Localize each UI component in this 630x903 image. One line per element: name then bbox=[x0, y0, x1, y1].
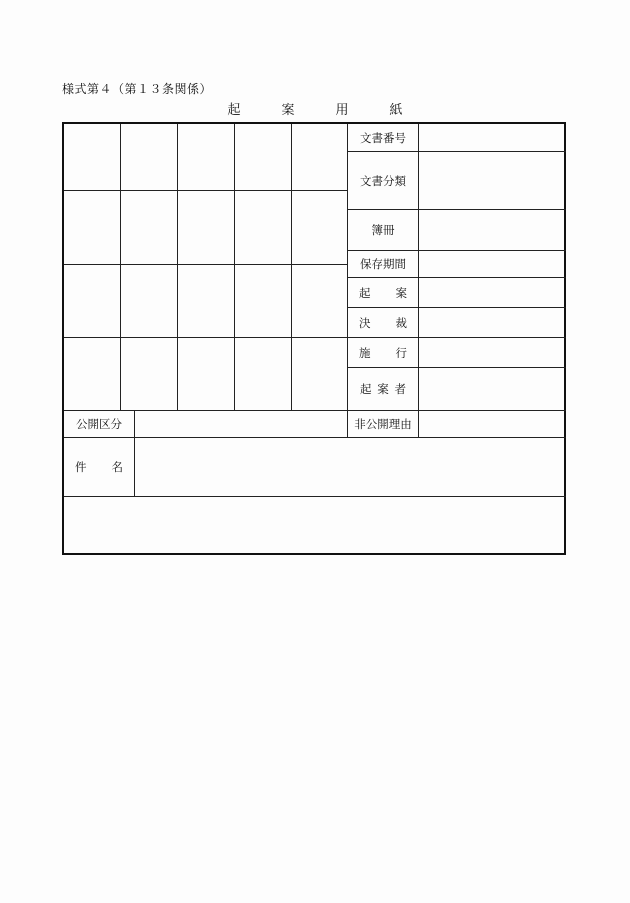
drafted-date-field[interactable] bbox=[419, 278, 566, 307]
content-area[interactable] bbox=[64, 497, 566, 553]
approved-date-field[interactable] bbox=[419, 308, 566, 337]
disclosure-label: 公開区分 bbox=[76, 417, 122, 431]
label-char: 名 bbox=[111, 460, 123, 474]
label-char: 行 bbox=[395, 345, 407, 360]
register-field[interactable] bbox=[419, 210, 566, 250]
nondisclosure-reason-label: 非公開理由 bbox=[354, 417, 412, 431]
retention-label: 保存期間 bbox=[360, 257, 406, 271]
label-char: 施 bbox=[359, 345, 371, 360]
form-title: 起 案 用 紙 bbox=[227, 103, 417, 118]
label-char: 起 bbox=[360, 382, 372, 396]
retention-field[interactable] bbox=[419, 251, 566, 277]
label-char: 者 bbox=[394, 382, 406, 396]
label-char: 決 bbox=[359, 315, 371, 330]
doc-number-field[interactable] bbox=[419, 124, 566, 151]
enforced-date-label bbox=[348, 338, 418, 367]
label-char: 起 bbox=[359, 285, 371, 300]
label-char: 案 bbox=[395, 285, 407, 300]
draft-form-table bbox=[62, 122, 566, 555]
enforced-date-field[interactable] bbox=[419, 338, 566, 367]
label-char: 裁 bbox=[395, 315, 407, 330]
form-number: 様式第４（第１３条関係） bbox=[62, 82, 213, 96]
doc-class-label: 文書分類 bbox=[360, 173, 406, 188]
subject-label bbox=[64, 438, 134, 496]
subject-field[interactable] bbox=[135, 438, 566, 496]
disclosure-field[interactable] bbox=[135, 411, 347, 437]
nondisclosure-reason-field[interactable] bbox=[419, 411, 566, 437]
drafted-date-label bbox=[348, 278, 418, 307]
doc-class-field[interactable] bbox=[419, 152, 566, 209]
register-label: 簿冊 bbox=[371, 223, 395, 237]
label-char: 案 bbox=[377, 382, 389, 396]
drafter-label bbox=[348, 368, 418, 410]
doc-number-label: 文書番号 bbox=[360, 130, 406, 145]
approval-seal-grid[interactable] bbox=[64, 124, 347, 410]
label-char: 件 bbox=[75, 460, 87, 474]
drafter-field[interactable] bbox=[419, 368, 566, 410]
approved-date-label bbox=[348, 308, 418, 337]
